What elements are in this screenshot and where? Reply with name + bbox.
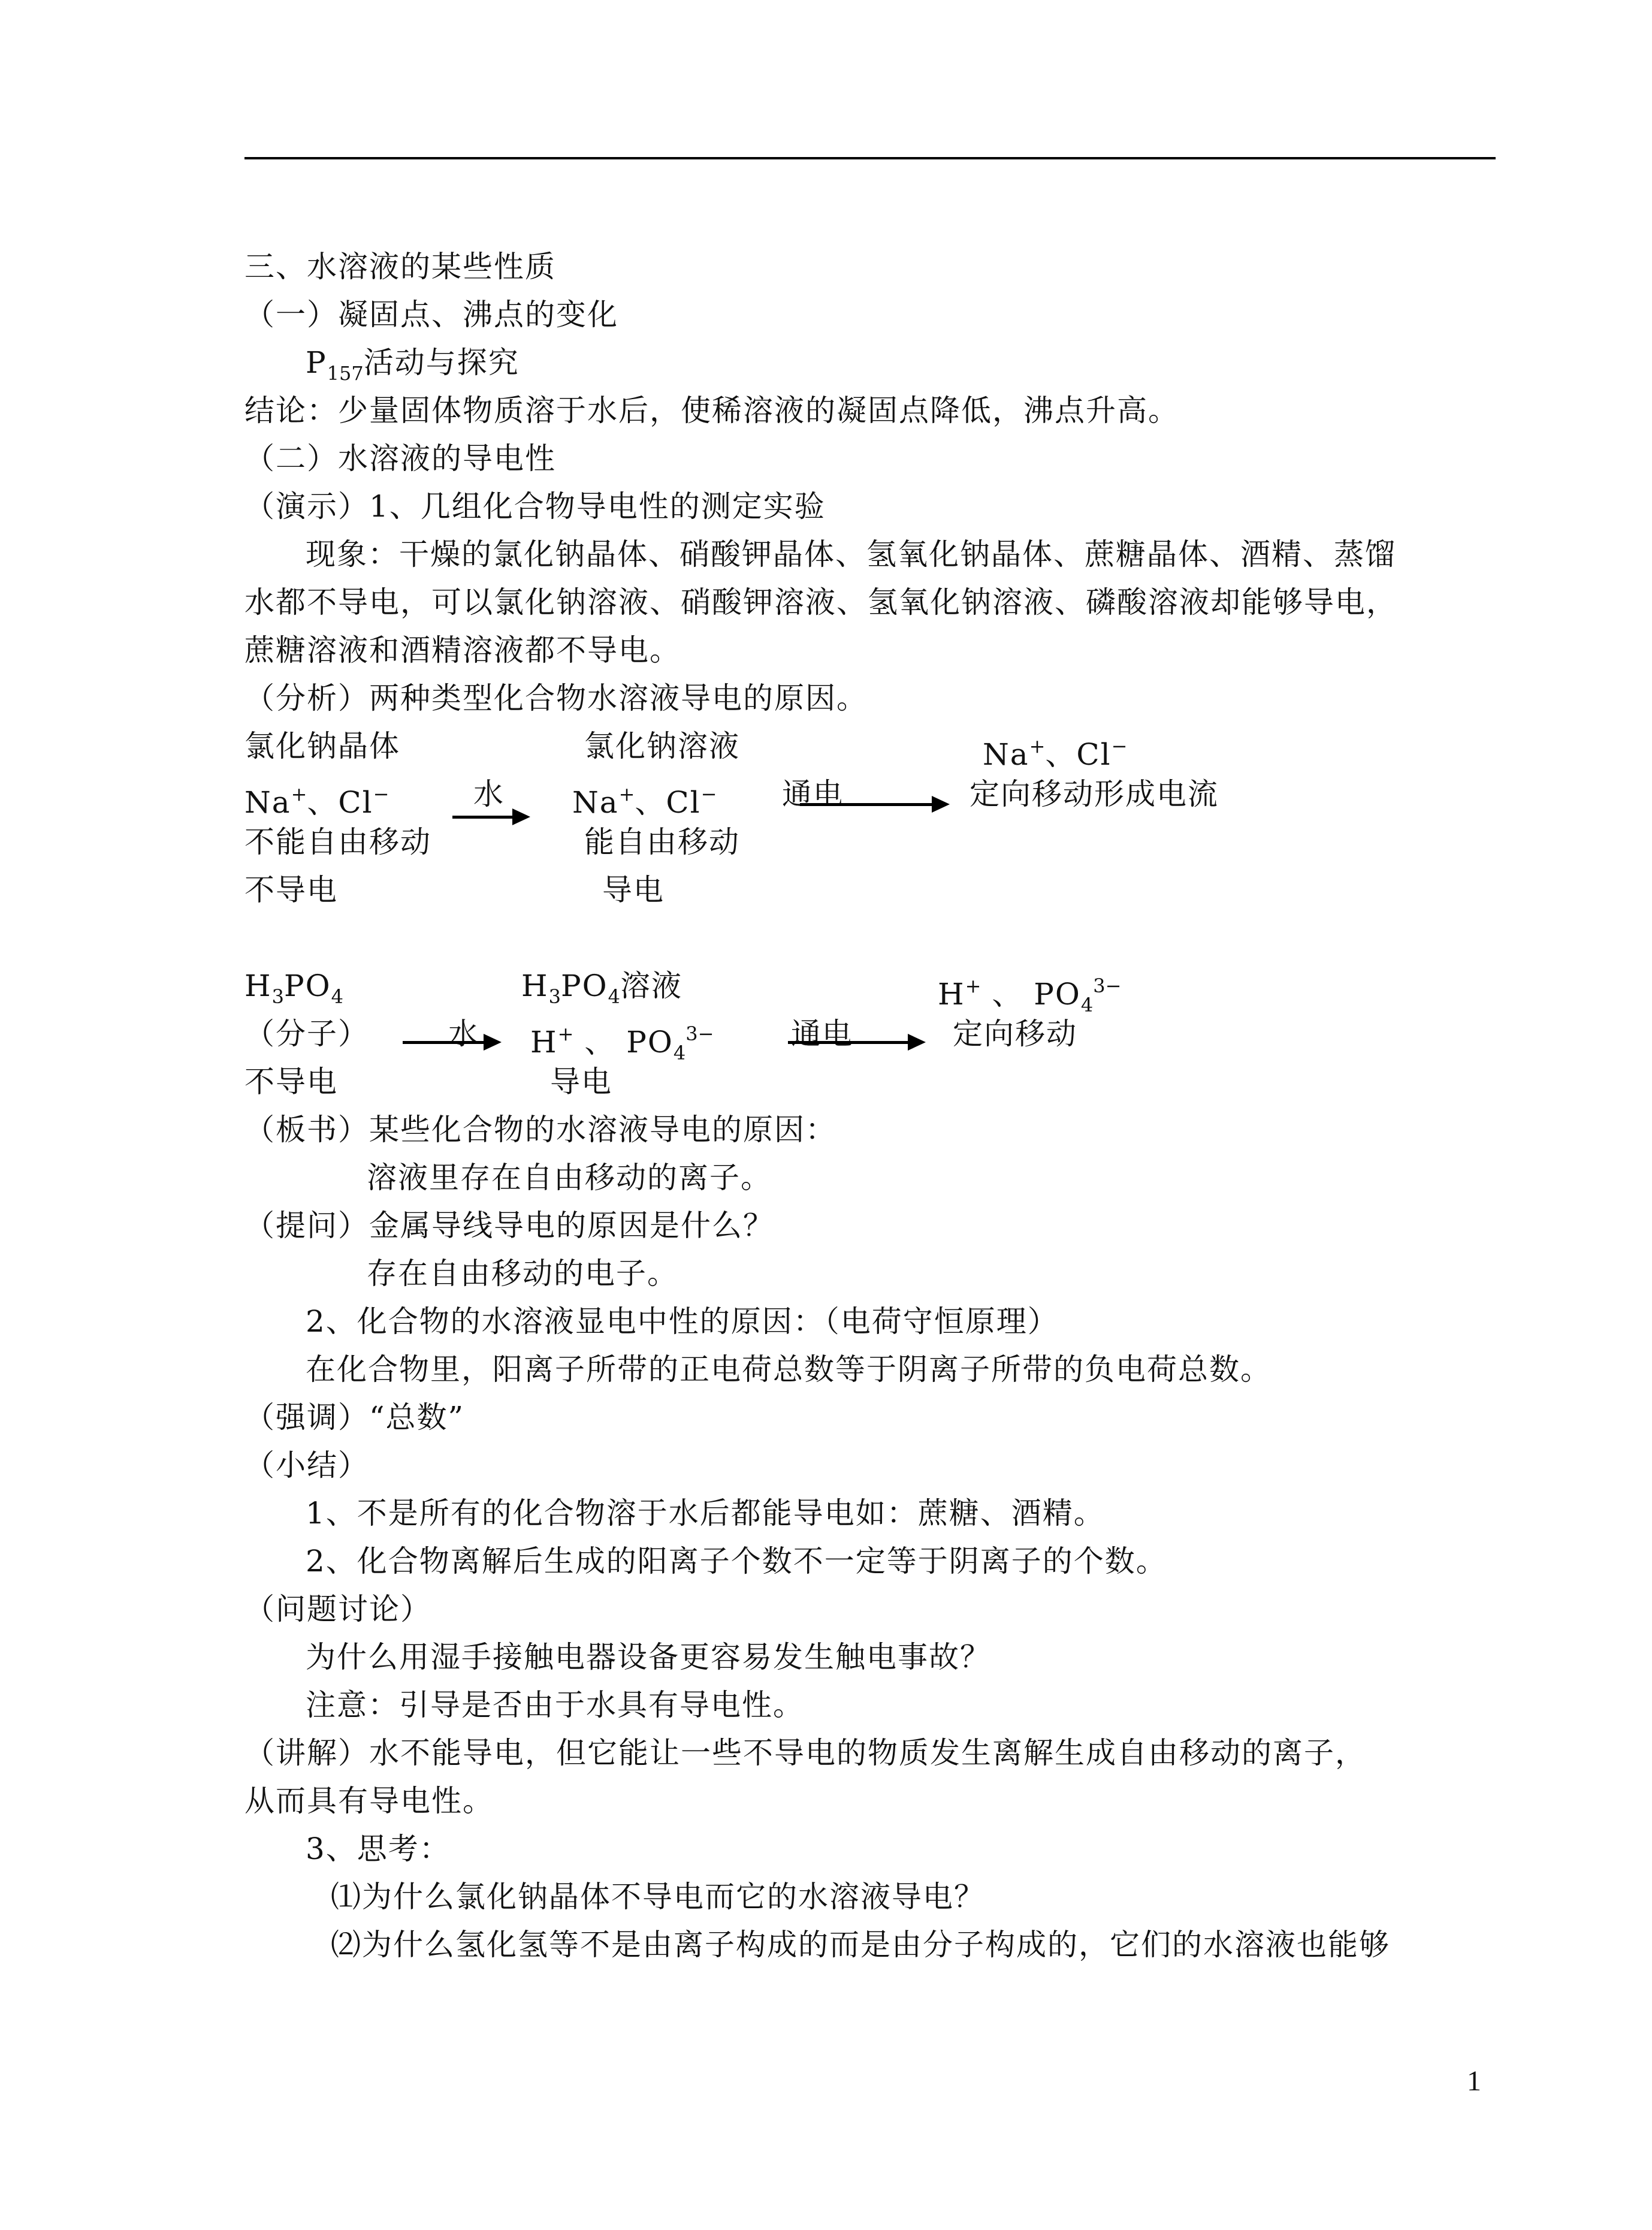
section-heading: 三、水溶液的某些性质 bbox=[244, 249, 556, 284]
h3po4-directed-label: 定向移动 bbox=[953, 1016, 1077, 1051]
nacl-water-label: 水 bbox=[473, 777, 505, 811]
h3po4-solution-label: $H_3PO_4$溶液 bbox=[521, 968, 682, 1008]
nacl-ions-top: Na+、Cl− bbox=[983, 735, 1128, 772]
h3po4-ions-solution: H+ 、 $PO_4^{3-}$ bbox=[530, 1022, 714, 1064]
h3po4-power-arrow bbox=[788, 1041, 908, 1044]
h3po4-water-arrow bbox=[403, 1041, 484, 1044]
demo-line: （演示）1、几组化合物导电性的测定实验 bbox=[244, 489, 826, 524]
think-question-1: ⑴为什么氯化钠晶体不导电而它的水溶液导电？ bbox=[331, 1879, 985, 1914]
nacl-conduct-label: 导电 bbox=[602, 873, 665, 907]
board-text: 溶液里存在自由移动的离子。 bbox=[367, 1160, 772, 1195]
page-number: 1 bbox=[1467, 2065, 1481, 2097]
phenomenon-line-2: 水都不导电，可以氯化钠溶液、硝酸钾溶液、氢氧化钠溶液、磷酸溶液却能够导电， bbox=[244, 585, 1397, 620]
board-title: （板书）某些化合物的水溶液导电的原因： bbox=[244, 1112, 836, 1147]
explain-line-2: 从而具有导电性。 bbox=[244, 1784, 494, 1818]
nacl-ions-solution: Na+、Cl− bbox=[572, 783, 717, 820]
nacl-no-conduct-label: 不导电 bbox=[244, 873, 338, 907]
explain-line-1: （讲解）水不能导电，但它能让一些不导电的物质发生离解生成自由移动的离子， bbox=[244, 1736, 1366, 1770]
subsection-title-1: （一）凝固点、沸点的变化 bbox=[244, 297, 618, 332]
question-answer: 存在自由移动的电子。 bbox=[367, 1256, 678, 1291]
emphasis-line: （强调）“总数” bbox=[244, 1400, 465, 1435]
subsection-title-2: （二）水溶液的导电性 bbox=[244, 441, 556, 476]
conclusion-line: 结论：少量固体物质溶于水后，使稀溶液的凝固点降低，沸点升高。 bbox=[244, 393, 1179, 428]
nacl-not-free-label: 不能自由移动 bbox=[244, 825, 431, 859]
h3po4-water-label: 水 bbox=[448, 1016, 479, 1051]
h3po4-power-label: 通电 bbox=[791, 1016, 853, 1051]
nacl-directed-label: 定向移动形成电流 bbox=[970, 777, 1219, 811]
summary-item-2: 2、化合物离解后生成的阳离子个数不一定等于阴离子的个数。 bbox=[306, 1544, 1167, 1579]
discussion-title: （问题讨论） bbox=[244, 1592, 431, 1627]
nacl-power-label: 通电 bbox=[782, 777, 844, 811]
h3po4-molecule-label: （分子） bbox=[244, 1016, 369, 1051]
summary-title: （小结） bbox=[244, 1448, 369, 1483]
header-rule bbox=[244, 157, 1496, 159]
activity-line: $P_{157}$活动与探究 bbox=[306, 345, 520, 385]
question-title: （提问）金属导线导电的原因是什么？ bbox=[244, 1208, 774, 1243]
neutral-title: 2、化合物的水溶液显电中性的原因：（电荷守恒原理） bbox=[306, 1304, 1059, 1339]
h3po4-no-conduct-label: 不导电 bbox=[244, 1064, 338, 1099]
nacl-solution-label: 氯化钠溶液 bbox=[584, 729, 740, 764]
nacl-crystal-label: 氯化钠晶体 bbox=[244, 729, 400, 764]
think-title: 3、思考： bbox=[306, 1831, 451, 1866]
nacl-power-arrow bbox=[800, 803, 932, 806]
think-question-2: ⑵为什么氢化氢等不是由离子构成的而是由分子构成的，它们的水溶液也能够 bbox=[331, 1927, 1390, 1962]
nacl-free-label: 能自由移动 bbox=[584, 825, 740, 859]
discussion-question: 为什么用湿手接触电器设备更容易发生触电事故？ bbox=[306, 1640, 991, 1674]
summary-item-1: 1、不是所有的化合物溶于水后都能导电如：蔗糖、酒精。 bbox=[306, 1496, 1105, 1531]
neutral-text: 在化合物里，阳离子所带的正电荷总数等于阴离子所带的负电荷总数。 bbox=[306, 1352, 1272, 1387]
nacl-water-arrow bbox=[452, 816, 512, 819]
nacl-ions-crystal: Na+、Cl− bbox=[244, 783, 389, 820]
analysis-line: （分析）两种类型化合物水溶液导电的原因。 bbox=[244, 681, 868, 716]
h3po4-conduct-label: 导电 bbox=[550, 1064, 612, 1099]
h3po4-formula: $H_3PO_4$ bbox=[244, 968, 343, 1008]
phenomenon-line-1: 现象：干燥的氯化钠晶体、硝酸钾晶体、氢氧化钠晶体、蔗糖晶体、酒精、蒸馏 bbox=[306, 537, 1396, 572]
discussion-note: 注意：引导是否由于水具有导电性。 bbox=[306, 1688, 804, 1722]
phenomenon-line-3: 蔗糖溶液和酒精溶液都不导电。 bbox=[244, 633, 681, 668]
h3po4-ions-top: H+ 、 $PO_4^{3-}$ bbox=[938, 974, 1122, 1016]
